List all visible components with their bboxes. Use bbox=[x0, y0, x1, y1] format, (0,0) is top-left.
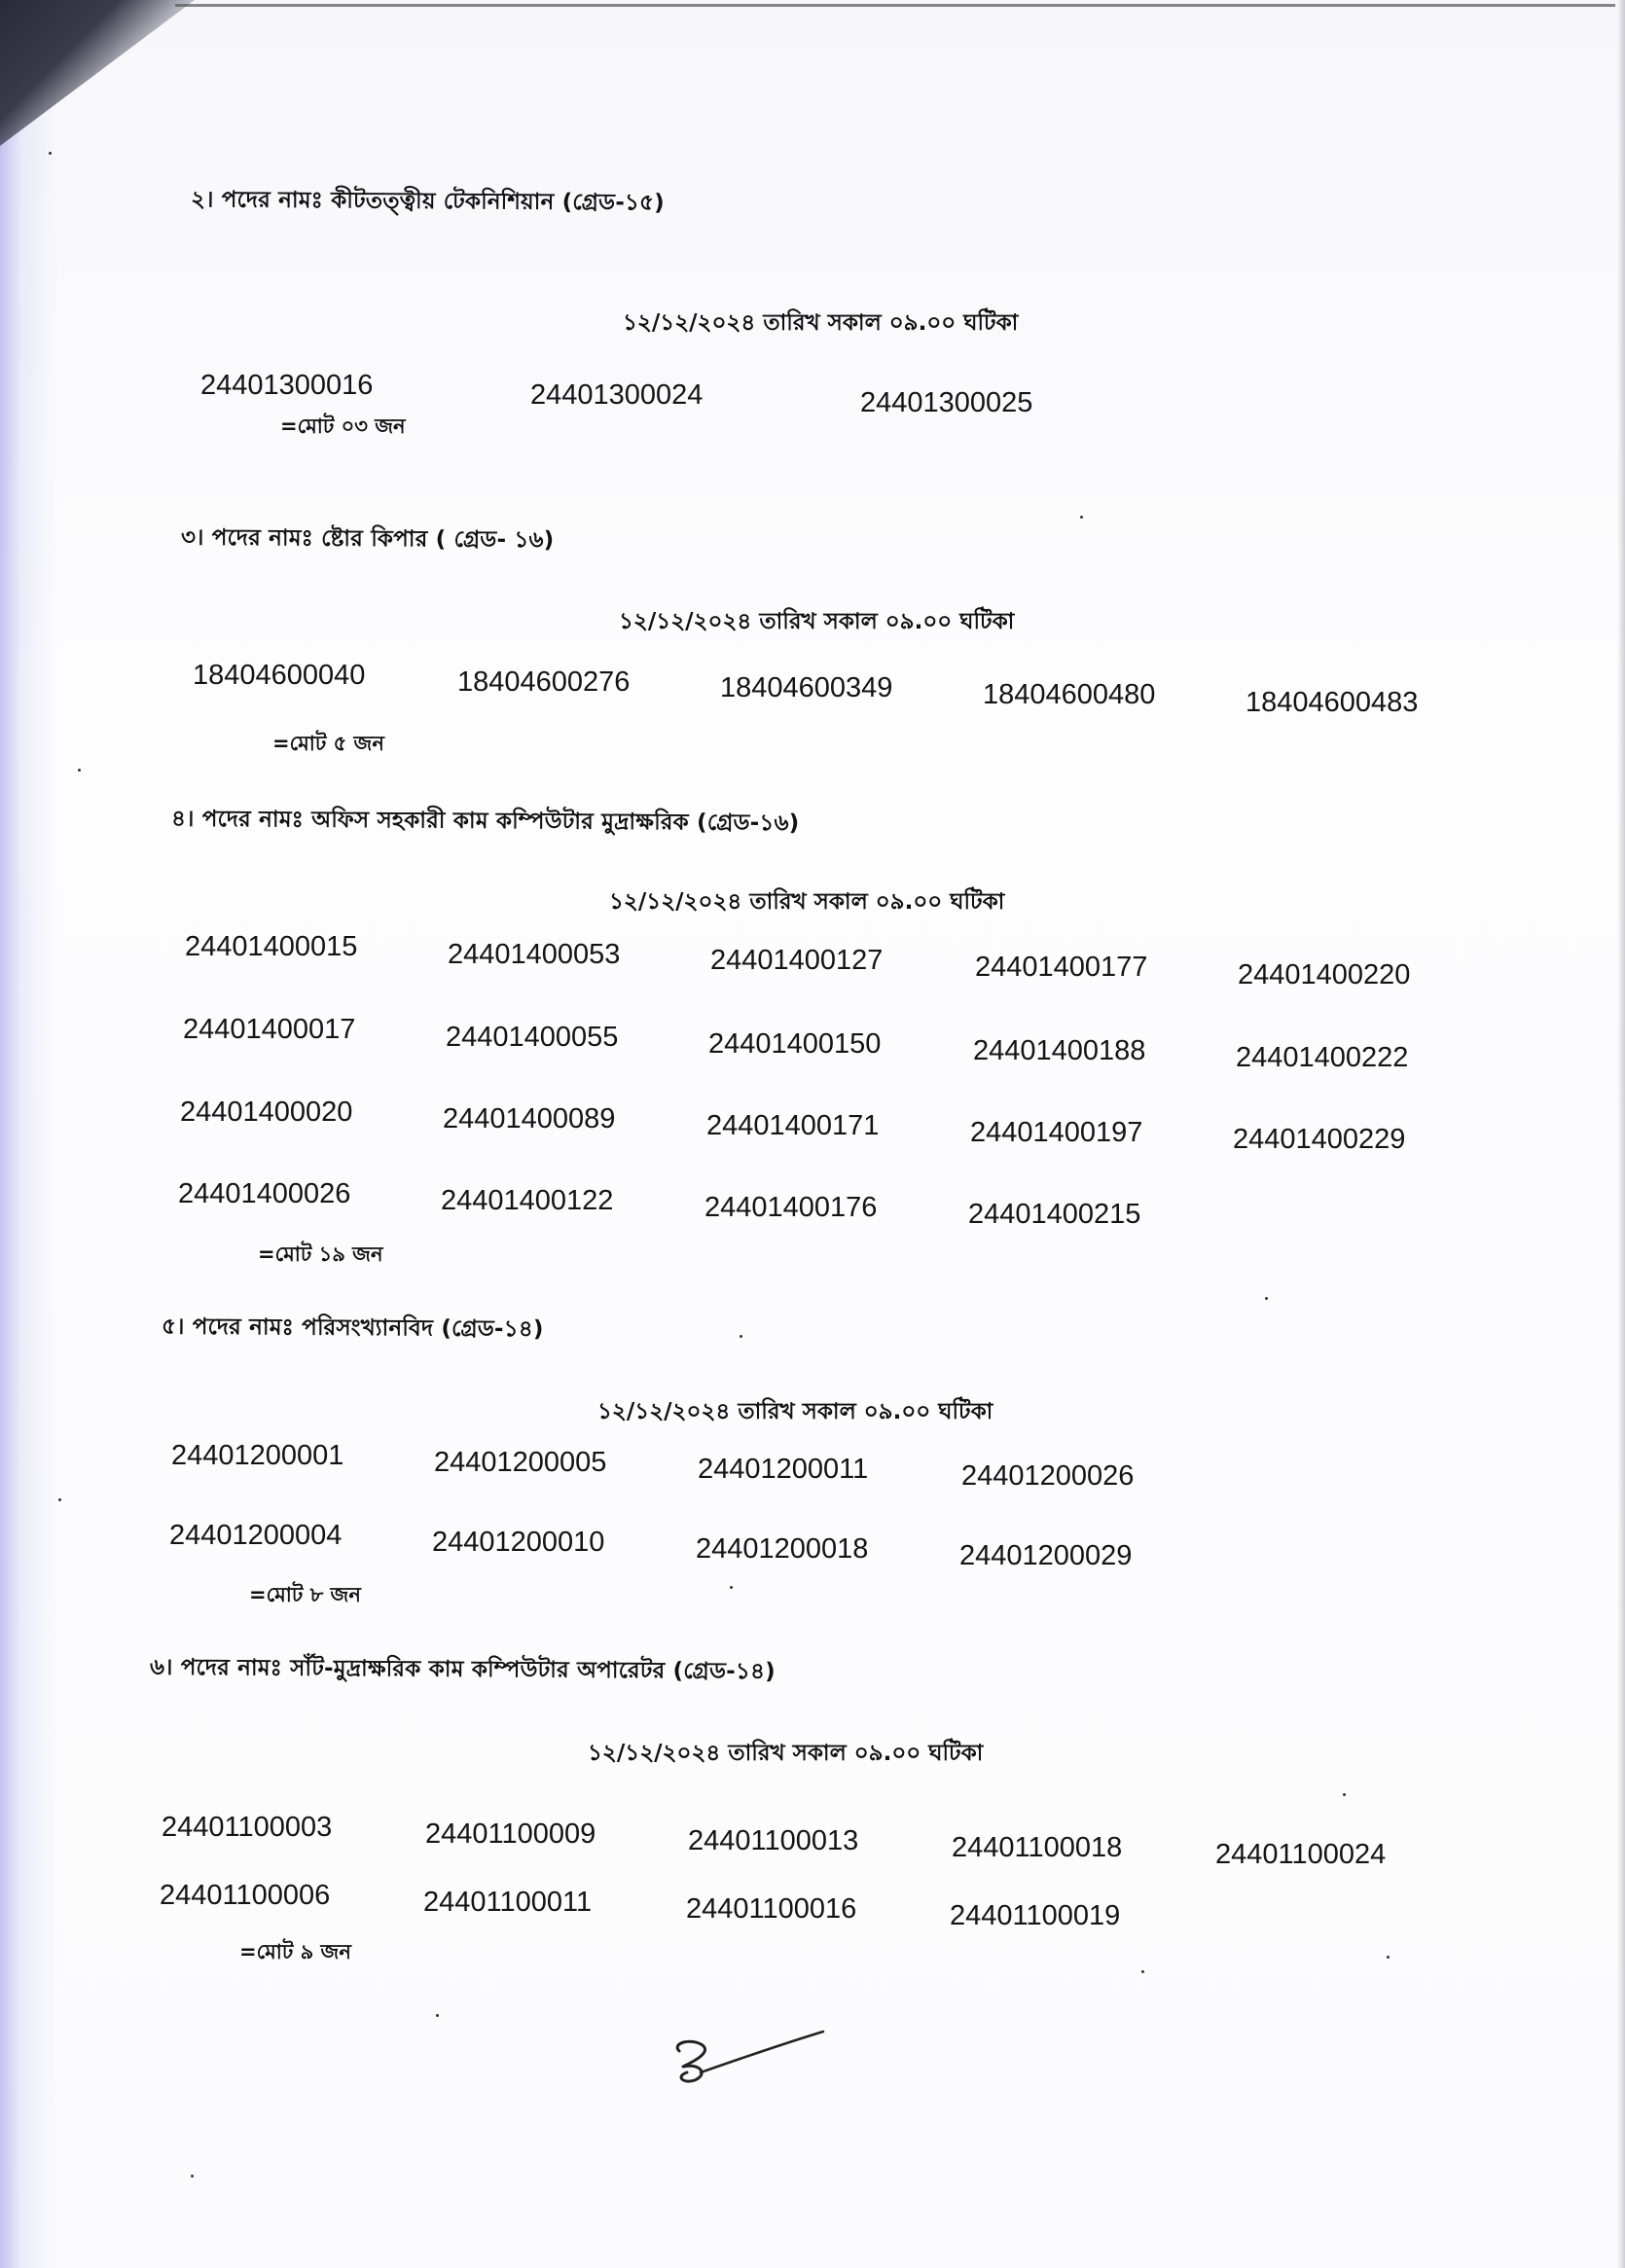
roll-number: 24401400188 bbox=[973, 1035, 1146, 1066]
roll-number: 18404600480 bbox=[983, 679, 1156, 710]
roll-number: 24401400177 bbox=[975, 952, 1148, 983]
roll-number: 24401400215 bbox=[968, 1199, 1141, 1230]
roll-number: 24401200026 bbox=[961, 1460, 1135, 1492]
roll-number: 24401100011 bbox=[423, 1887, 593, 1918]
scan-speck bbox=[1080, 516, 1083, 519]
roll-number: 24401200001 bbox=[171, 1440, 344, 1471]
section-datetime: ১২/১২/২০২৪ তারিখ সকাল ০৯.০০ ঘটিকা bbox=[609, 889, 1005, 915]
scan-speck bbox=[740, 1335, 742, 1338]
section-datetime: ১২/১২/২০২৪ তারিখ সকাল ০৯.০০ ঘটিকা bbox=[623, 310, 1019, 336]
roll-number: 24401400127 bbox=[710, 945, 884, 976]
paper-right-edge bbox=[1617, 0, 1625, 2268]
scan-speck bbox=[730, 1586, 733, 1589]
scan-speck bbox=[58, 1498, 61, 1501]
section-total: =মোট ১৯ জন bbox=[258, 1242, 383, 1266]
roll-number: 24401400020 bbox=[180, 1097, 353, 1128]
roll-number: 24401400171 bbox=[706, 1110, 880, 1141]
roll-number: 24401100016 bbox=[686, 1893, 857, 1925]
roll-number: 24401200010 bbox=[432, 1527, 605, 1558]
roll-number: 24401100018 bbox=[952, 1832, 1123, 1863]
roll-number: 24401400122 bbox=[441, 1185, 614, 1216]
scan-speck bbox=[49, 152, 52, 155]
roll-number: 24401400015 bbox=[185, 931, 358, 962]
roll-number: 24401100006 bbox=[160, 1880, 331, 1911]
scan-speck bbox=[1343, 1793, 1346, 1796]
section-total: =মোট ৮ জন bbox=[249, 1583, 361, 1606]
roll-number: 24401200005 bbox=[434, 1447, 607, 1478]
section-heading: ২। পদের নামঃ কীটতত্ত্বীয় টেকনিশিয়ান (গ্রেড-১৫) bbox=[190, 187, 666, 216]
roll-number: 24401100019 bbox=[950, 1900, 1121, 1931]
roll-number: 24401400017 bbox=[183, 1014, 356, 1045]
section-heading: ৩। পদের নামঃ ষ্টোর কিপার ( গ্রেড- ১৬) bbox=[180, 524, 555, 554]
section-total: =মোট ৯ জন bbox=[239, 1940, 351, 1963]
roll-number: 24401400222 bbox=[1236, 1042, 1409, 1073]
scan-speck bbox=[1387, 1956, 1390, 1959]
section-datetime: ১২/১২/২০২৪ তারিখ সকাল ০৯.০০ ঘটিকা bbox=[619, 609, 1015, 634]
section-total: =মোট ৫ জন bbox=[272, 732, 384, 755]
roll-number: 24401200029 bbox=[959, 1540, 1133, 1571]
roll-number: 24401400055 bbox=[446, 1022, 619, 1053]
roll-number: 24401300024 bbox=[530, 379, 704, 411]
roll-number: 24401200004 bbox=[169, 1520, 343, 1551]
roll-number: 24401400220 bbox=[1238, 959, 1411, 990]
roll-number: 18404600483 bbox=[1246, 687, 1419, 718]
roll-number: 24401200018 bbox=[696, 1533, 869, 1565]
scan-speck bbox=[1141, 1970, 1144, 1973]
roll-number: 24401100024 bbox=[1215, 1839, 1387, 1870]
section-heading: ৫। পদের নামঃ পরিসংখ্যানবিদ (গ্রেড-১৪) bbox=[161, 1314, 544, 1343]
roll-number: 24401400026 bbox=[178, 1178, 351, 1209]
roll-number: 24401200011 bbox=[698, 1454, 869, 1485]
section-heading: ৪। পদের নামঃ অফিস সহকারী কাম কম্পিউটার মুদ্রাক্ষরিক (গ্রেড-১৬) bbox=[170, 806, 800, 837]
paper-top-edge bbox=[175, 4, 1615, 7]
roll-number: 24401400089 bbox=[443, 1103, 616, 1134]
roll-number: 24401100009 bbox=[425, 1818, 596, 1850]
scan-speck bbox=[436, 2014, 439, 2017]
roll-number: 24401400053 bbox=[448, 939, 621, 970]
roll-number: 24401400150 bbox=[708, 1028, 882, 1060]
roll-number: 24401300016 bbox=[200, 370, 374, 401]
scan-speck bbox=[191, 2175, 194, 2178]
roll-number: 24401100013 bbox=[688, 1825, 859, 1856]
signature-mark bbox=[662, 2024, 837, 2102]
roll-number: 24401400176 bbox=[704, 1192, 878, 1223]
scan-speck bbox=[78, 769, 81, 772]
section-datetime: ১২/১২/২০২৪ তারিখ সকাল ০৯.০০ ঘটিকা bbox=[588, 1741, 984, 1766]
roll-number: 24401400229 bbox=[1233, 1124, 1406, 1155]
roll-number: 18404600040 bbox=[193, 660, 366, 691]
section-datetime: ১২/১২/২০২৪ তারিখ সকাল ০৯.০০ ঘটিকা bbox=[597, 1399, 993, 1424]
scan-speck bbox=[1265, 1297, 1268, 1300]
section-total: =মোট ০৩ জন bbox=[280, 414, 406, 438]
roll-number: 18404600276 bbox=[457, 666, 631, 698]
roll-number: 24401100003 bbox=[162, 1812, 333, 1843]
roll-number: 18404600349 bbox=[720, 672, 893, 703]
roll-number: 24401400197 bbox=[970, 1117, 1143, 1148]
roll-number: 24401300025 bbox=[860, 387, 1033, 418]
section-heading: ৬। পদের নামঃ সাঁট-মুদ্রাক্ষরিক কাম কম্পিউটার অপারেটর (গ্রেড-১৪) bbox=[149, 1654, 776, 1685]
scan-corner-shadow bbox=[0, 0, 195, 146]
